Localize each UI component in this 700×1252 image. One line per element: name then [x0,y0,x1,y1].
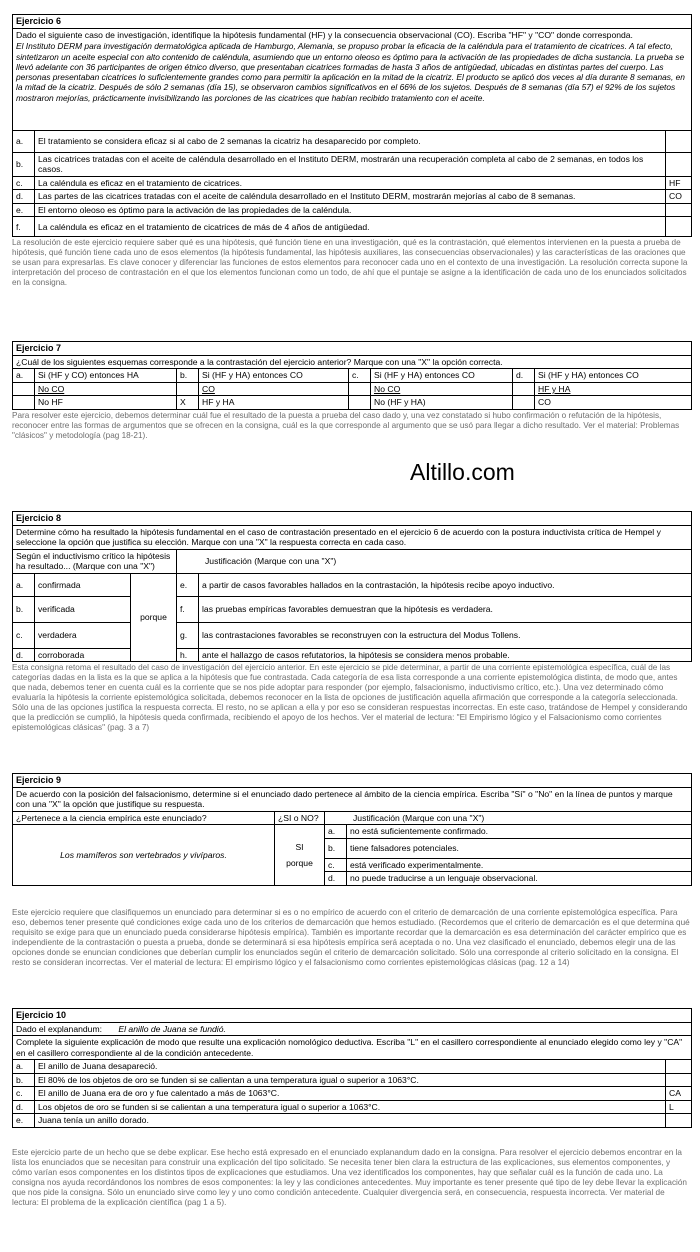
ex7-option-a-premise1: Si (HF y CO) entonces HA [35,369,177,382]
exercise-10-instruction: Complete la siguiente explicación de modo que resulte una explicación nomológico deductiva. Escriba "L" en el casillero correspondiente al enunciado elegido como ley y "CA" en el casillero correspondiente al de la condición antecedente. [13,1036,692,1060]
exercise-10-table [12,1008,692,1128]
exercise-10-given [13,1022,692,1035]
ex8-left-c-text[interactable]: verdadera [35,622,131,648]
ex8-connector: porque [131,573,177,661]
exercise-8 [12,511,692,733]
ex8-right-e-letter: e. [177,573,199,596]
ex10-row-b-letter: b. [13,1073,35,1086]
ex8-right-g-letter: g. [177,622,199,648]
ex10-row-b-text: El 80% de los objetos de oro se funden si se calientan a una temperatura igual o superior a 1063°C. [35,1073,666,1086]
exercise-6-title: Ejercicio 6 [13,15,692,29]
ex6-row-c-text: La caléndula es eficaz en el tratamiento de cicatrices. [35,176,666,189]
ex7-option-d-letter: d. [513,369,535,382]
ex8-right-f-text[interactable]: las pruebas empíricas favorables demuestran que la hipótesis es verdadera. [199,596,692,622]
ex8-left-a-letter: a. [13,573,35,596]
ex6-row-f-answer[interactable] [666,217,692,237]
ex10-row-e-letter: e. [13,1114,35,1127]
exercise-6-instruction-text: Dado el siguiente caso de investigación, identifique la hipótesis fundamental (HF) y la consecuencia observacional (CO). Escriba "HF" y "CO" donde corresponda. [16,29,633,40]
ex8-left-b-letter: b. [13,596,35,622]
ex7-option-b-mark[interactable]: X [177,396,199,409]
ex8-left-a-text[interactable]: confirmada [35,573,131,596]
ex10-row-a-answer[interactable] [666,1060,692,1073]
ex9-option-b-text[interactable]: tiene falsadores potenciales. [347,838,692,858]
ex6-row-d-answer[interactable]: CO [666,190,692,203]
ex9-option-a-letter: a. [325,825,347,838]
ex9-answer[interactable]: SI [295,841,304,852]
altillo-logo: Altillo.com [410,459,515,485]
ex10-row-c-answer[interactable]: CA [666,1087,692,1100]
ex7-option-c-premise2: No CO [371,382,513,395]
ex7-option-a-letter: a. [13,369,35,382]
ex7-option-c-premise1: Si (HF y HA) entonces CO [371,369,513,382]
ex8-left-header: Según el inductivismo crítico la hipótesis ha resultado... (Marque con una "X") [13,549,177,573]
exercise-9-note: Este ejercicio requiere que clasifiquemos un enunciado para determinar si es o no empírico de acuerdo con el criterio de demarcación de una corriente epistemológica específica. Para eso, debemos tener presente qué condiciones exige cada uno de los criterios de demarcación que hemos estudiado. (Recordemos que el criterio de demarcación es el que determina qué requisito se exige para que un enunciado pueda considerarse hipótesis empírica). También es importante recordar que la demarcación es esa determinación del carácter empírico que es independiente de la contrastación o puesta a prueba, donde se determinará si esa hipótesis empírica será aceptada o no. Una vez clasificado el enunciado, debemos elegir una de las opciones donde se enuncian condiciones que deberían cumplir los enunciados según el criterio de demarcación solicitado. Sólo una corresponde al criterio solicitado en la consigna. El resto se consideran incorrectas. Ver el material de lectura: El empirismo lógico y el falsacionismo como corrientes epistemológicas clásicas (pag. 12 a 14) [12,907,690,967]
ex7-option-d-premise1: Si (HF y HA) entonces CO [535,369,692,382]
ex10-row-c-letter: c. [13,1087,35,1100]
ex6-row-e-answer[interactable] [666,203,692,216]
ex10-row-e-text: Juana tenía un anillo dorado. [35,1114,666,1127]
ex10-row-d-letter: d. [13,1100,35,1113]
ex6-row-d-text: Las partes de las cicatrices tratadas con el aceite de caléndula desarrollado en el Instituto DERM, mostrarán mejorías al cabo de 8 semanas. [35,190,666,203]
exercise-8-note: Esta consigna retoma el resultado del caso de investigación del ejercicio anterior. En este ejercicio se pide determinar, a partir de una corriente epistemológica específica, cuál de las categorías dadas en la lista es la que se aplica a la hipótesis que fue contrastada. Cada categoría de esa lista corresponde a una corriente epistemológica distinta, de modo que, antes que nada, debemos tener en cuenta cuál es la corriente que se nos pide adoptar para responder (por ejemplo, falsacionismo, inductivismo crítico, etc.). Una vez determinado cómo evaluaría la hipótesis la corriente epistemológica solicitada, debemos reconocer en la lista de opciones de justificación aquella afirmación que corresponde a la categoría seleccionada. Sólo una de las opciones justifica la respuesta correcta. El resto, no se aplican a ella y por eso se consideran respuestas incorrectas. En este caso, tratándose de Hempel y considerando que la predicción se cumplió, la hipótesis queda confirmada, recibiendo el apoyo de los hechos. Ver el material de lectura: "El Empirismo lógico y el Falsacionismo como corrientes epistemológicas clásicas" (pag. 3 a 7) [12,663,688,733]
ex10-given-value: El anillo de Juana se fundió. [118,1023,226,1034]
ex6-row-a-letter: a. [13,130,35,152]
ex10-row-c-text: El anillo de Juana era de oro y fue calentado a más de 1063°C. [35,1087,666,1100]
ex8-right-e-text[interactable]: a partir de casos favorables hallados en la contrastación, la hipótesis recibe apoyo inductivo. [199,573,692,596]
ex6-row-d-letter: d. [13,190,35,203]
ex7-option-a-conclusion: No HF [35,396,177,409]
ex9-option-c-text[interactable]: está verificado experimentalmente. [347,858,692,871]
exercise-8-title: Ejercicio 8 [13,512,692,526]
ex8-left-d-letter: d. [13,648,35,661]
ex9-col1-header: ¿Pertenece a la ciencia empírica este enunciado? [13,811,275,824]
ex10-row-e-answer[interactable] [666,1114,692,1127]
ex9-option-c-letter: c. [325,858,347,871]
ex7-option-b-conclusion: HF y HA [199,396,349,409]
ex7-option-d-conclusion: CO [535,396,692,409]
ex10-row-d-text: Los objetos de oro se funden si se calientan a una temperatura igual o superior a 1063°C. [35,1100,666,1113]
exercise-7-note: Para resolver este ejercicio, debemos determinar cuál fue el resultado de la puesta a prueba del caso dado y, una vez constatado si hubo confirmación o refutación de la hipótesis, reconocer entre las formas de argumentos que se ofrecen en la consigna, cuál es la que corresponde al argumento que se usó para llegar a dicho resultado. Ver el material: Problemas "clásicos" y metodología (pag 18-21). [12,410,680,440]
ex9-col3-header: Justificación (Marque con una "X") [325,811,692,824]
ex9-statement: Los mamíferos son vertebrados y vivíparos. [13,825,275,885]
ex8-left-b-text[interactable]: verificada [35,596,131,622]
ex10-row-d-answer[interactable]: L [666,1100,692,1113]
exercise-6 [12,14,692,288]
ex6-row-a-text: El tratamiento se considera eficaz si al cabo de 2 semanas la cicatriz ha desaparecido por completo. [35,130,666,152]
ex6-row-f-letter: f. [13,217,35,237]
exercise-7-instruction: ¿Cuál de los siguientes esquemas corresponde a la contrastación del ejercicio anterior? Marque con una "X" la opción correcta. [13,355,692,368]
ex7-option-a-premise2: No CO [35,382,177,395]
ex10-row-a-text: El anillo de Juana desapareció. [35,1060,666,1073]
ex8-right-f-letter: f. [177,596,199,622]
ex7-option-c-conclusion: No (HF y HA) [371,396,513,409]
ex8-right-h-letter: h. [177,648,199,661]
ex6-row-b-text: Las cicatrices tratadas con el aceite de caléndula desarrollado en el Instituto DERM, mostrarán una recuperación completa al cabo de 2 semanas, en todos los casos. [35,152,666,176]
exercise-9-table [12,773,692,886]
ex9-option-d-text[interactable]: no puede traducirse a un lenguaje observacional. [347,872,692,885]
ex9-answer-cell[interactable] [275,825,325,885]
ex7-option-b-letter: b. [177,369,199,382]
ex9-option-d-letter: d. [325,872,347,885]
ex7-option-a-mark[interactable] [13,396,35,409]
ex8-left-d-text[interactable]: corroborada [35,648,131,661]
ex6-row-a-answer[interactable] [666,130,692,152]
ex6-row-f-text: La caléndula es eficaz en el tratamiento de cicatrices de más de 4 años de antigüedad. [35,217,666,237]
exercise-9-title: Ejercicio 9 [13,774,692,788]
ex10-given-label: Dado el explanandum: [16,1023,102,1034]
ex7-option-b-premise1: Si (HF y HA) entonces CO [199,369,349,382]
exercise-6-note: La resolución de este ejercicio requiere saber qué es una hipótesis, qué función tiene en una investigación, qué es la contrastación, qué elementos intervienen en la puesta a prueba de hipótesis, qué función tiene cada uno de esos elementos (la hipótesis fundamental, las hipótesis auxiliares, las consecuencias observacionales) y las características de las oraciones que se usan para expresarlas. Es clave conocer y diferenciar las funciones de estos elementos para reconocer cada uno en el contexto de una investigación. La resolución correcta supone la interpretación del proceso de contrastación en el que los elementos funcionan como un todo, de ahí que el puntaje se asigne a la identificación de cada uno de los enunciados solicitados en la consigna. [12,238,688,288]
exercise-7-table [12,341,692,410]
ex8-right-header: Justificación (Marque con una "X") [177,549,692,573]
ex6-row-b-answer[interactable] [666,152,692,176]
exercise-6-instruction [13,28,692,130]
ex9-connector: porque [286,858,313,869]
ex7-option-d-premise2: HF y HA [535,382,692,395]
ex8-right-g-text[interactable]: las contrastaciones favorables se reconstruyen con la estructura del Modus Tollens. [199,622,692,648]
exercise-9 [12,773,692,968]
ex10-row-a-letter: a. [13,1060,35,1073]
exercise-10-note: Este ejercicio parte de un hecho que se debe explicar. Ese hecho está expresado en el enunciado explanandum dado en la consigna. Para resolver el ejercicio debemos encontrar en la lista los enunciados que se necesitan para construir una explicación del tipo solicitado. Se necesita tener bien clara la estructura de las explicaciones, sus elementos componentes, y cómo varían esos componentes en los distintos tipos de explicaciones que estudiamos. Una vez identificados los componentes, hay que señalar cuál es la función de cada uno. La consigna nos ayuda recordándonos los nombres de esos componentes: la ley y las condiciones antecedentes. Muy importante es tener presente qué tipo de ley debe llevar la explicación que nos pide la consigna. Sólo un enunciado sirve como ley y uno como condición antecedente. Cualquier divergencia será, en consecuencia, respuesta incorrecta. Ver material de lectura: El problema de la explicación científica (pag 1 a 5). [12,1147,687,1207]
ex9-option-b-letter: b. [325,838,347,858]
ex6-row-e-text: El entorno oleoso es óptimo para la activación de las propiedades de la caléndula. [35,203,666,216]
ex6-row-e-letter: e. [13,203,35,216]
ex7-option-b-premise2: CO [199,382,349,395]
exercise-7 [12,341,692,441]
ex6-row-b-letter: b. [13,152,35,176]
ex7-option-d-mark[interactable] [513,396,535,409]
ex8-left-c-letter: c. [13,622,35,648]
exercise-6-case: El Instituto DERM para investigación dermatológica aplicada de Hamburgo, Alemania, se propuso probar la eficacia de la caléndula para el tratamiento de cicatrices. A tal efecto, sintetizaron un aceite especial con alto contenido de caléndula, asumiendo que un entorno oleoso es óptimo para la activación de las propiedades de dicha sustancia. La prueba se llevó adelante con 36 participantes de origen étnico diverso, que presentaban cicatrices formadas de hasta 3 años de antigüedad, ubicadas en distintas partes del cuerpo. Las personas presentaban cicatrices lo suficientemente grandes como para permitir la aplicación en la mitad de la cicatriz. El producto se aplicó dos veces al día durante 8 semanas, en la mitad de la cicatriz. Después de sólo 2 semanas (día 15), se observaron cambios significativos en el 66% de los sujetos. Después de 8 semanas (día 57) el 92% de los sujetos mostraron mejorías, prácticamente invisibilizando las porciones de las cicatrices que habían recibido tratamiento con el aceite. [16,41,685,103]
ex7-option-c-mark[interactable] [349,396,371,409]
ex10-row-b-answer[interactable] [666,1073,692,1086]
exercise-8-instruction: Determine cómo ha resultado la hipótesis fundamental en el caso de contrastación presentado en el ejercicio 6 de acuerdo con la postura inductivista crítica de Hempel y seleccione la opción que justifica su elección. Marque con una "X" la respuesta correcta en cada caso. [13,525,692,549]
exercise-9-instruction: De acuerdo con la posición del falsacionismo, determine si el enunciado dado pertenece al ámbito de la ciencia empírica. Escriba "Sí" o "No" en la línea de puntos y marque con una "X" la opción que justifique su respuesta. [13,787,692,811]
exercise-10 [12,1008,692,1208]
ex9-option-a-text[interactable]: no está suficientemente confirmado. [347,825,692,838]
exercise-10-title: Ejercicio 10 [13,1009,692,1023]
ex9-col2-header: ¿SI o NO? [275,811,325,824]
ex6-row-c-letter: c. [13,176,35,189]
ex6-row-c-answer[interactable]: HF [666,176,692,189]
exercise-7-title: Ejercicio 7 [13,342,692,356]
ex8-right-h-text[interactable]: ante el hallazgo de casos refutatorios, la hipótesis se considera menos probable. [199,648,692,661]
ex7-option-c-letter: c. [349,369,371,382]
exercise-8-table [12,511,692,662]
exercise-6-table [12,14,692,237]
